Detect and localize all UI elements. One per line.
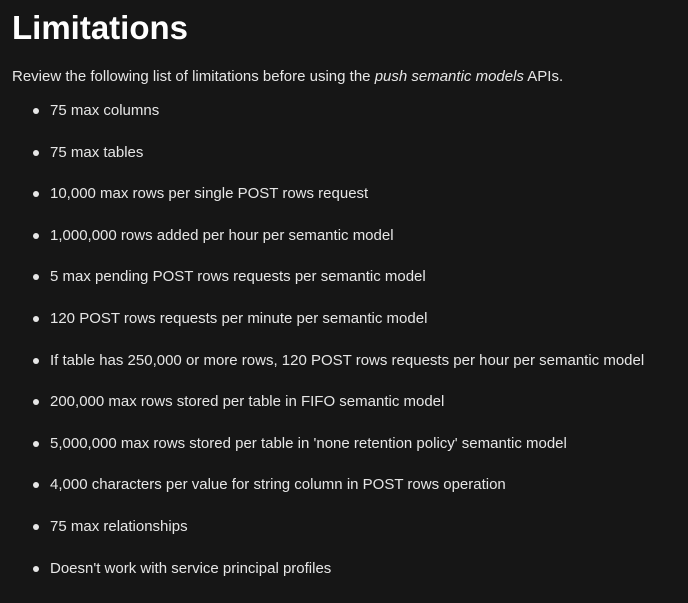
list-item-text: 1,000,000 rows added per hour per semantic model (50, 226, 394, 244)
intro-text-before: Review the following list of limitations before using the (12, 68, 375, 85)
intro-emphasis: push semantic models (374, 68, 524, 85)
intro-paragraph (12, 67, 688, 87)
list-item-text: 75 max tables (50, 143, 144, 161)
bullet-dot (33, 524, 39, 530)
list-item-text: 75 max columns (50, 102, 160, 119)
bullet-dot (33, 358, 39, 364)
bullet-dot (33, 441, 39, 447)
bullet-dot (33, 233, 39, 239)
list-item (12, 475, 688, 517)
list-item-text: Doesn't work with service principal profiles (50, 559, 332, 577)
page-heading: Limitations (12, 9, 189, 46)
list-item (12, 559, 688, 601)
list-item (12, 351, 688, 393)
bullet-dot (33, 274, 39, 280)
list-item (12, 101, 688, 143)
list-item-text: 5,000,000 max rows stored per table in 'none retention policy' semantic model (50, 434, 567, 452)
list-item (12, 143, 688, 185)
bullet-dot (33, 566, 39, 572)
list-item (12, 309, 688, 351)
bullet-dot (33, 316, 39, 322)
list-item (12, 184, 688, 226)
list-item (12, 226, 688, 268)
list-item-text: 120 POST rows requests per minute per semantic model (50, 309, 428, 327)
list-item-text: If table has 250,000 or more rows, 120 POST rows requests per hour per semantic model (50, 351, 645, 369)
bullet-dot (33, 191, 39, 197)
list-item (12, 392, 688, 434)
limitations-list (12, 101, 688, 600)
list-item-text: 75 max relationships (50, 517, 188, 535)
intro-text-after: APIs. (523, 68, 564, 85)
list-item-text: 4,000 characters per value for string column in POST rows operation (50, 476, 506, 494)
list-item (12, 434, 688, 476)
bullet-dot (33, 399, 39, 405)
bullet-dot (33, 108, 39, 114)
list-item (12, 267, 688, 309)
list-item (12, 517, 688, 559)
list-item-text: 5 max pending POST rows requests per semantic model (50, 268, 426, 286)
bullet-dot (33, 150, 39, 156)
list-item-text: 200,000 max rows stored per table in FIFO semantic model (50, 393, 445, 411)
bullet-dot (33, 482, 39, 488)
list-item-text: 10,000 max rows per single POST rows request (50, 185, 369, 203)
